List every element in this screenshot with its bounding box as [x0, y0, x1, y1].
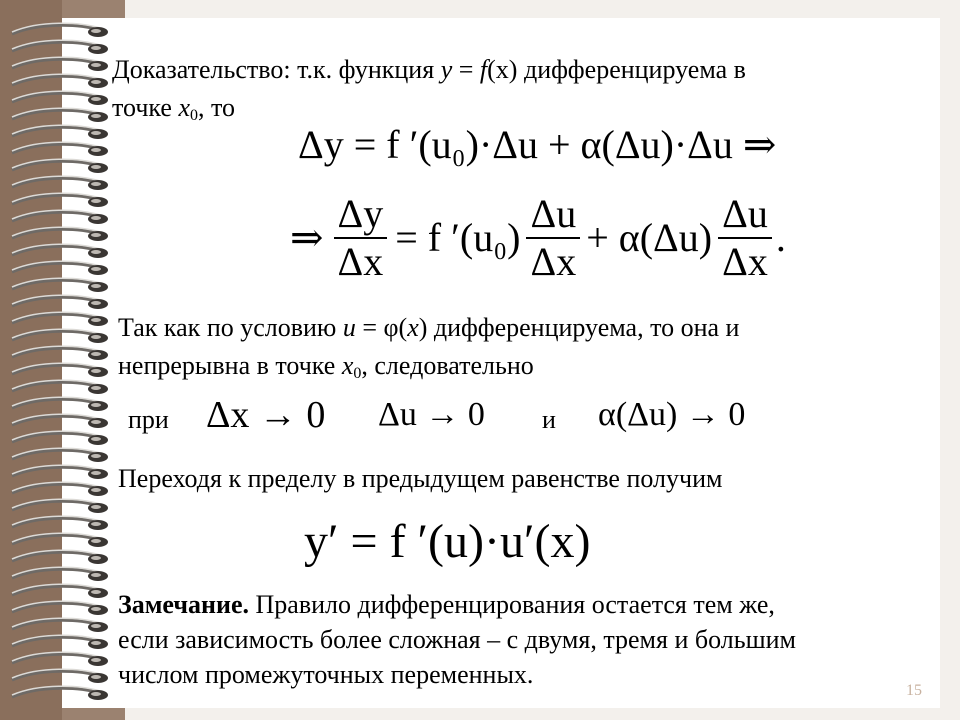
remark-line-2: если зависимость более сложная – с двумя, тремя и большим [118, 625, 796, 654]
cont-x: x [341, 351, 354, 380]
point-x: x [178, 93, 190, 122]
point-sub: 0 [190, 107, 198, 124]
fraction-den-2: Δx [526, 237, 580, 285]
fraction-du-dx-1 [526, 191, 580, 285]
continuity-line [118, 350, 534, 382]
condition-line [118, 312, 739, 344]
spiral-ring-icon [12, 635, 108, 649]
proof-eq: = [452, 55, 480, 84]
spiral-ring-icon [12, 23, 108, 37]
cond-u: u [342, 313, 356, 342]
cont-sub: 0 [353, 365, 362, 382]
spiral-ring-icon [12, 312, 108, 326]
spiral-ring-icon [12, 244, 108, 258]
spiral-ring-icon [12, 329, 108, 343]
spiral-ring-icon [12, 465, 108, 479]
spiral-ring-icon [12, 346, 108, 360]
spiral-ring-icon [12, 431, 108, 445]
fraction-num-1: Δy [337, 191, 384, 236]
page-number: 15 [906, 682, 922, 699]
formula-increment [298, 120, 776, 170]
spiral-ring-icon [12, 601, 108, 615]
spiral-ring-icon [12, 261, 108, 275]
spiral-ring-icon [12, 40, 108, 54]
spiral-ring-icon [12, 193, 108, 207]
remark-line-1 [118, 589, 775, 621]
spiral-ring-icon [12, 278, 108, 292]
spiral-ring-icon [12, 363, 108, 377]
spiral-ring-icon [12, 91, 108, 105]
spiral-ring-icon [12, 448, 108, 462]
formula-ratio-plus: + α(Δu) [586, 215, 713, 260]
spiral-ring-icon [12, 74, 108, 88]
spiral-ring-icon [12, 550, 108, 564]
spiral-ring-icon [12, 159, 108, 173]
spiral-ring-icon [12, 108, 108, 122]
proof-x-paren: (x) [487, 55, 518, 84]
spiral-ring-icon [12, 142, 108, 156]
spiral-ring-icon [12, 618, 108, 632]
cont-text: непрерывна в точке [118, 351, 342, 380]
proof-intro-text: Доказательство: т.к. функция [112, 55, 441, 84]
point-text-b: , то [198, 93, 236, 122]
limit-dx: Δx → 0 [206, 394, 326, 436]
cond-text: Так как по условию [118, 313, 343, 342]
spiral-ring-icon [12, 652, 108, 666]
spiral-binding-icon [0, 20, 125, 710]
cond-x: x [407, 313, 419, 342]
formula-ratio-lead: ⇒ [290, 215, 324, 260]
formula-ratio [290, 190, 786, 286]
spiral-ring-icon [12, 567, 108, 581]
proof-y: y [440, 55, 453, 84]
limit-alpha: α(Δu) → 0 [598, 396, 746, 433]
limit-du: Δu → 0 [378, 396, 485, 433]
pri-label: при [128, 405, 169, 434]
chain-rule-formula: y′ = f ′(u)·u′(x) [304, 515, 591, 568]
proof-intro-text-b: дифференцируема в [517, 55, 746, 84]
remark-rest: Правило дифференцирования остается тем же, [249, 590, 775, 619]
spiral-ring-icon [12, 516, 108, 530]
spiral-ring-icon [12, 380, 108, 394]
remark-bold: Замечание. [118, 590, 249, 619]
spiral-ring-icon [12, 176, 108, 190]
spiral-ring-icon [12, 397, 108, 411]
fraction-dy-dx [334, 191, 388, 285]
spiral-ring-icon [12, 482, 108, 496]
cond-text-b: ) дифференцируема, то она и [418, 313, 740, 342]
fraction-den-3: Δx [718, 237, 772, 285]
pass-limit-line: Переходя к пределу в предыдущем равенстве получим [118, 464, 723, 493]
spiral-ring-icon [12, 125, 108, 139]
spiral-ring-icon [12, 227, 108, 241]
spiral-ring-icon [12, 57, 108, 71]
cont-text-b: , следовательно [361, 351, 534, 380]
fraction-num-3: Δu [722, 191, 768, 236]
spiral-ring-icon [12, 414, 108, 428]
formula-ratio-end: . [775, 215, 786, 260]
spiral-ring-icon [12, 499, 108, 513]
remark-line-3: числом промежуточных переменных. [118, 660, 534, 689]
spiral-ring-icon [12, 295, 108, 309]
cond-eq: = φ( [355, 313, 408, 342]
spiral-ring-icon [12, 669, 108, 683]
spiral-ring-icon [12, 533, 108, 547]
spiral-ring-icon [12, 210, 108, 224]
spiral-ring-icon [12, 686, 108, 700]
fraction-du-dx-2 [718, 191, 772, 285]
and-label: и [542, 405, 556, 434]
proof-f: f [479, 55, 488, 84]
fraction-num-2: Δu [530, 191, 577, 236]
spiral-ring-icon [12, 584, 108, 598]
fraction-den-1: Δx [334, 237, 388, 285]
proof-intro-line [112, 54, 746, 86]
formula-ratio-mid: = f ′(u₀) [395, 215, 521, 260]
point-text: точке [112, 93, 179, 122]
point-line [112, 92, 235, 124]
formula-increment-text: Δy = f ′(u₀)·Δu + α(Δu)·Δu ⇒ [298, 122, 777, 167]
